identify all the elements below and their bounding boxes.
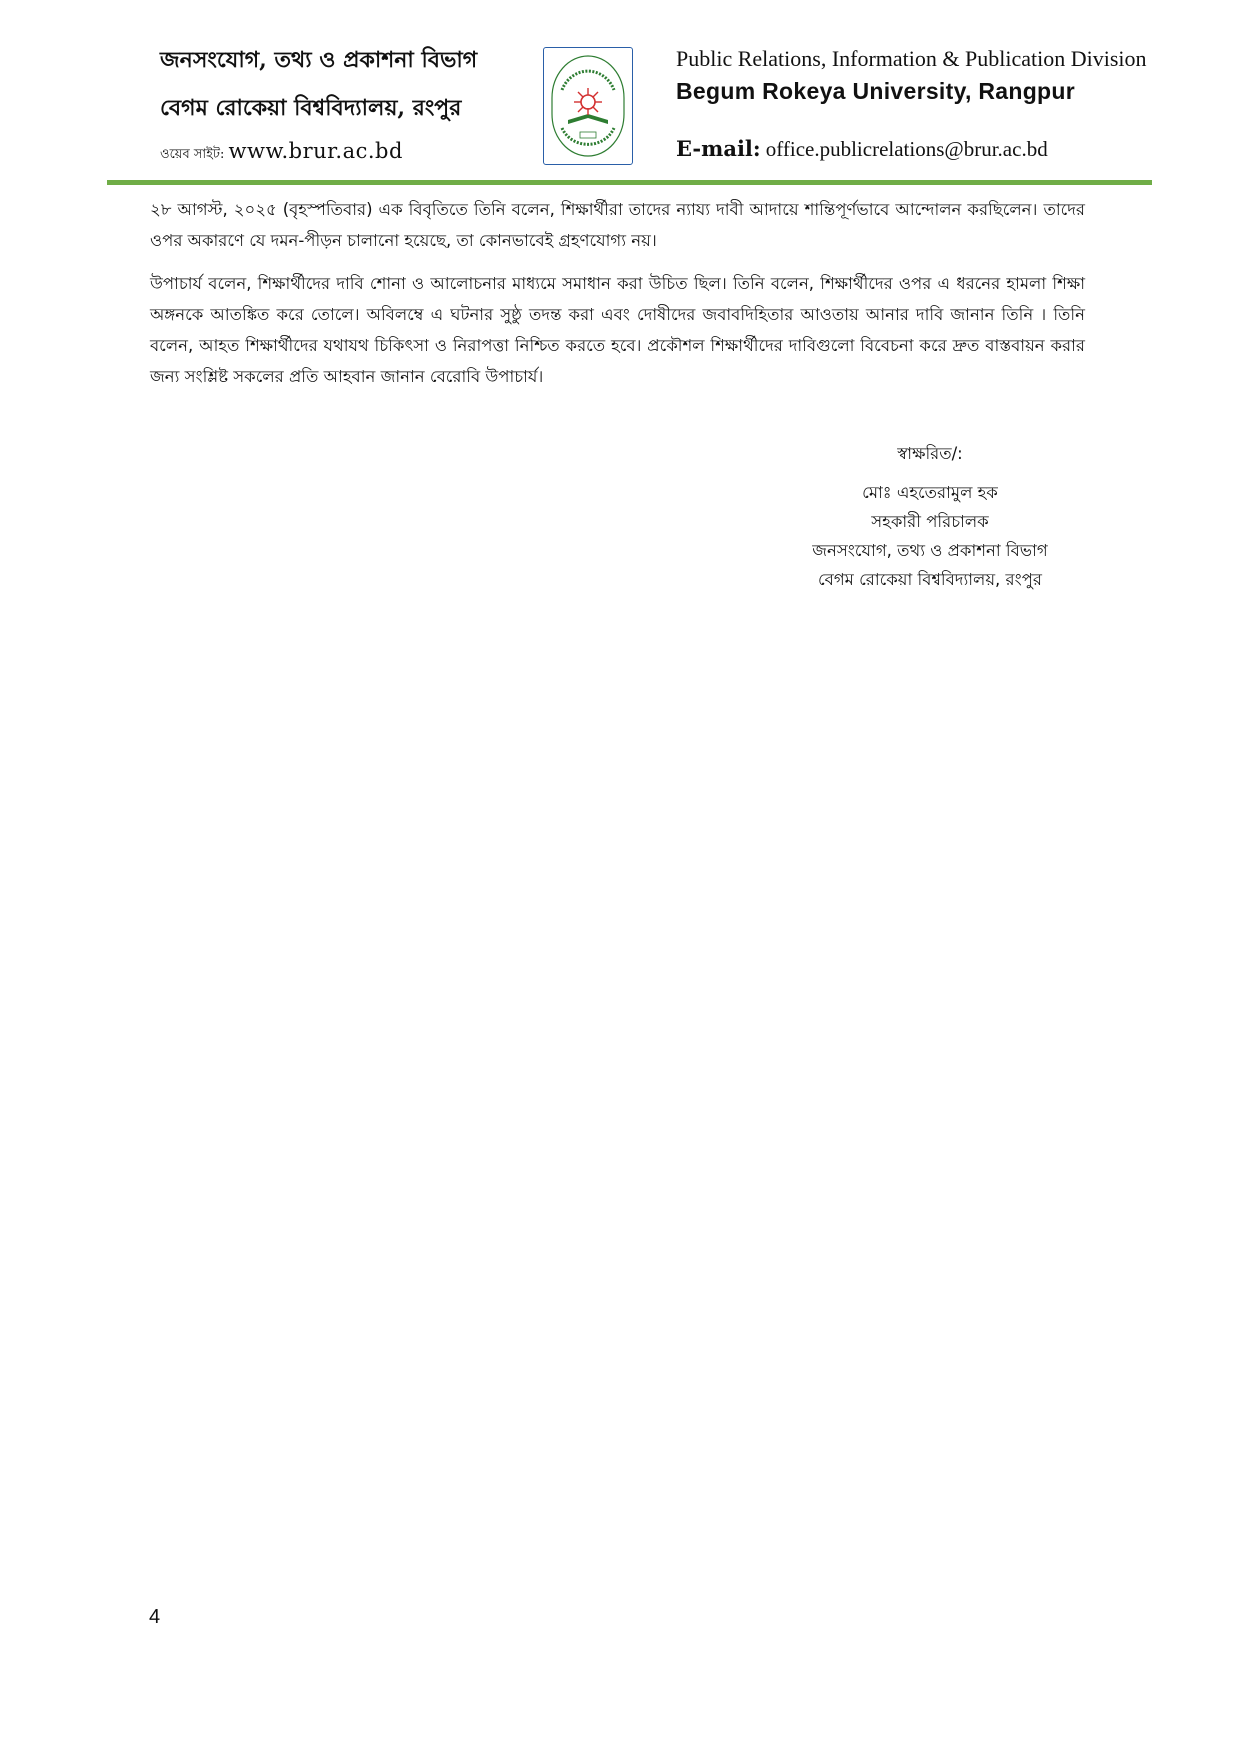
- paragraph-1: ২৮ আগস্ট, ২০২৫ (বৃহস্পতিবার) এক বিবৃতিতে তিনি বলেন, শিক্ষার্থীরা তাদের ন্যায্য দাবী আদায়ে শান্তিপূর্ণভাবে আন্দোলন করছিলেন। তাদের ওপর অকারণে যে দমন-পীড়ন চালানো হয়েছে, তা কোনভাবেই গ্রহণযোগ্য নয়।: [150, 200, 1085, 250]
- letterhead-english: [676, 44, 1147, 162]
- header-divider: [107, 180, 1152, 185]
- website-line: [160, 136, 520, 170]
- signed-label: স্বাক্ষরিত/:: [897, 444, 963, 463]
- website-url: www.brur.ac.bd: [228, 139, 403, 163]
- university-seal-icon: [543, 47, 633, 165]
- english-university-name: Begum Rokeya University, Rangpur: [676, 78, 1075, 104]
- english-department-name: Public Relations, Information & Publication Division: [676, 46, 1147, 71]
- email-address: office.publicrelations@brur.ac.bd: [765, 137, 1048, 161]
- signatory-designation: সহকারী পরিচালক: [871, 512, 989, 531]
- signatory-department: জনসংযোগ, তথ্য ও প্রকাশনা বিভাগ: [812, 541, 1048, 560]
- bangla-department-name: জনসংযোগ, তথ্য ও প্রকাশনা বিভাগ: [160, 47, 478, 73]
- bangla-university-name: বেগম রোকেয়া বিশ্ববিদ্যালয়, রংপুর: [160, 95, 462, 121]
- email-label: E-mail:: [676, 136, 761, 161]
- statement-body: [150, 194, 1085, 404]
- page-number: 4: [149, 1606, 161, 1628]
- email-line: [676, 136, 1136, 162]
- signatory-university: বেগম রোকেয়া বিশ্ববিদ্যালয়, রংপুর: [817, 570, 1042, 589]
- website-label: ওয়েব সাইট:: [160, 147, 225, 162]
- letterhead-bangla: [160, 42, 520, 170]
- signatory-name: মোঃ এহতেরামুল হক: [862, 483, 998, 502]
- paragraph-2: উপাচার্য বলেন, শিক্ষার্থীদের দাবি শোনা ও আলোচনার মাধ্যমে সমাধান করা উচিত ছিল। তিনি বলেন, শিক্ষার্থীদের ওপর এ ধরনের হামলা শিক্ষা অঙ্গনকে আতঙ্কিত করে তোলে। অবিলম্বে এ ঘটনার সুষ্ঠু তদন্ত করা এবং দোষীদের জবাবদিহিতার আওতায় আনার দাবি জানান তিনি । তিনি বলেন, আহত শিক্ষার্থীদের যথাযথ চিকিৎসা ও নিরাপত্তা নিশ্চিত করতে হবে। প্রকৌশল শিক্ষার্থীদের দাবিগুলো বিবেচনা করে দ্রুত বাস্তবায়ন করার জন্য সংশ্লিষ্ট সকলের প্রতি আহবান জানান বেরোবি উপাচার্য।: [150, 274, 1085, 386]
- signature-block: [760, 436, 1100, 594]
